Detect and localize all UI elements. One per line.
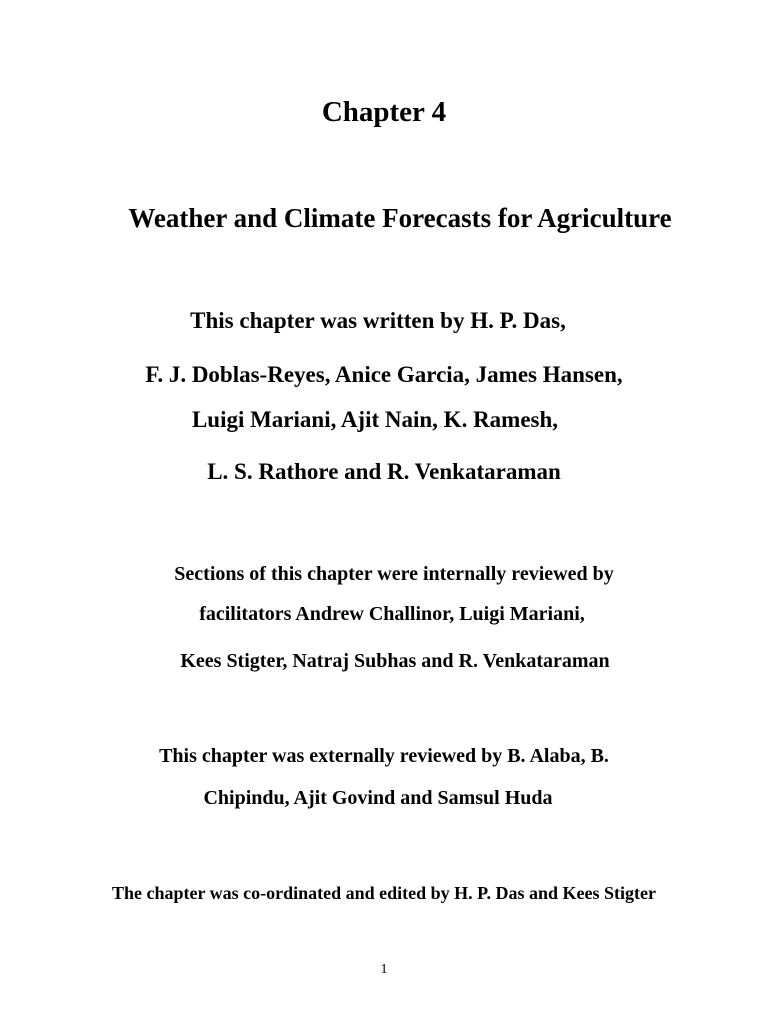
- external-review-line: This chapter was externally reviewed by B. Alaba, B.: [159, 745, 609, 767]
- coordination-statement: The chapter was co-ordinated and edited by H. P. Das and Kees Stigter: [111, 883, 657, 903]
- chapter-number: Chapter 4: [321, 96, 447, 128]
- external-review-line: Chipindu, Ajit Govind and Samsul Huda: [203, 787, 553, 809]
- internal-review-line: Sections of this chapter were internally reviewed by: [174, 563, 614, 585]
- internal-review-line: facilitators Andrew Challinor, Luigi Mariani,: [199, 603, 585, 625]
- authors-line: F. J. Doblas-Reyes, Anice Garcia, James Hansen,: [145, 362, 623, 387]
- chapter-title: Weather and Climate Forecasts for Agriculture: [128, 203, 672, 233]
- page-number: 1: [380, 962, 388, 977]
- authors-line: This chapter was written by H. P. Das,: [190, 308, 566, 333]
- internal-review-line: Kees Stigter, Natraj Subhas and R. Venkataraman: [180, 650, 610, 672]
- authors-line: L. S. Rathore and R. Venkataraman: [207, 459, 561, 484]
- authors-line: Luigi Mariani, Ajit Nain, K. Ramesh,: [191, 407, 559, 432]
